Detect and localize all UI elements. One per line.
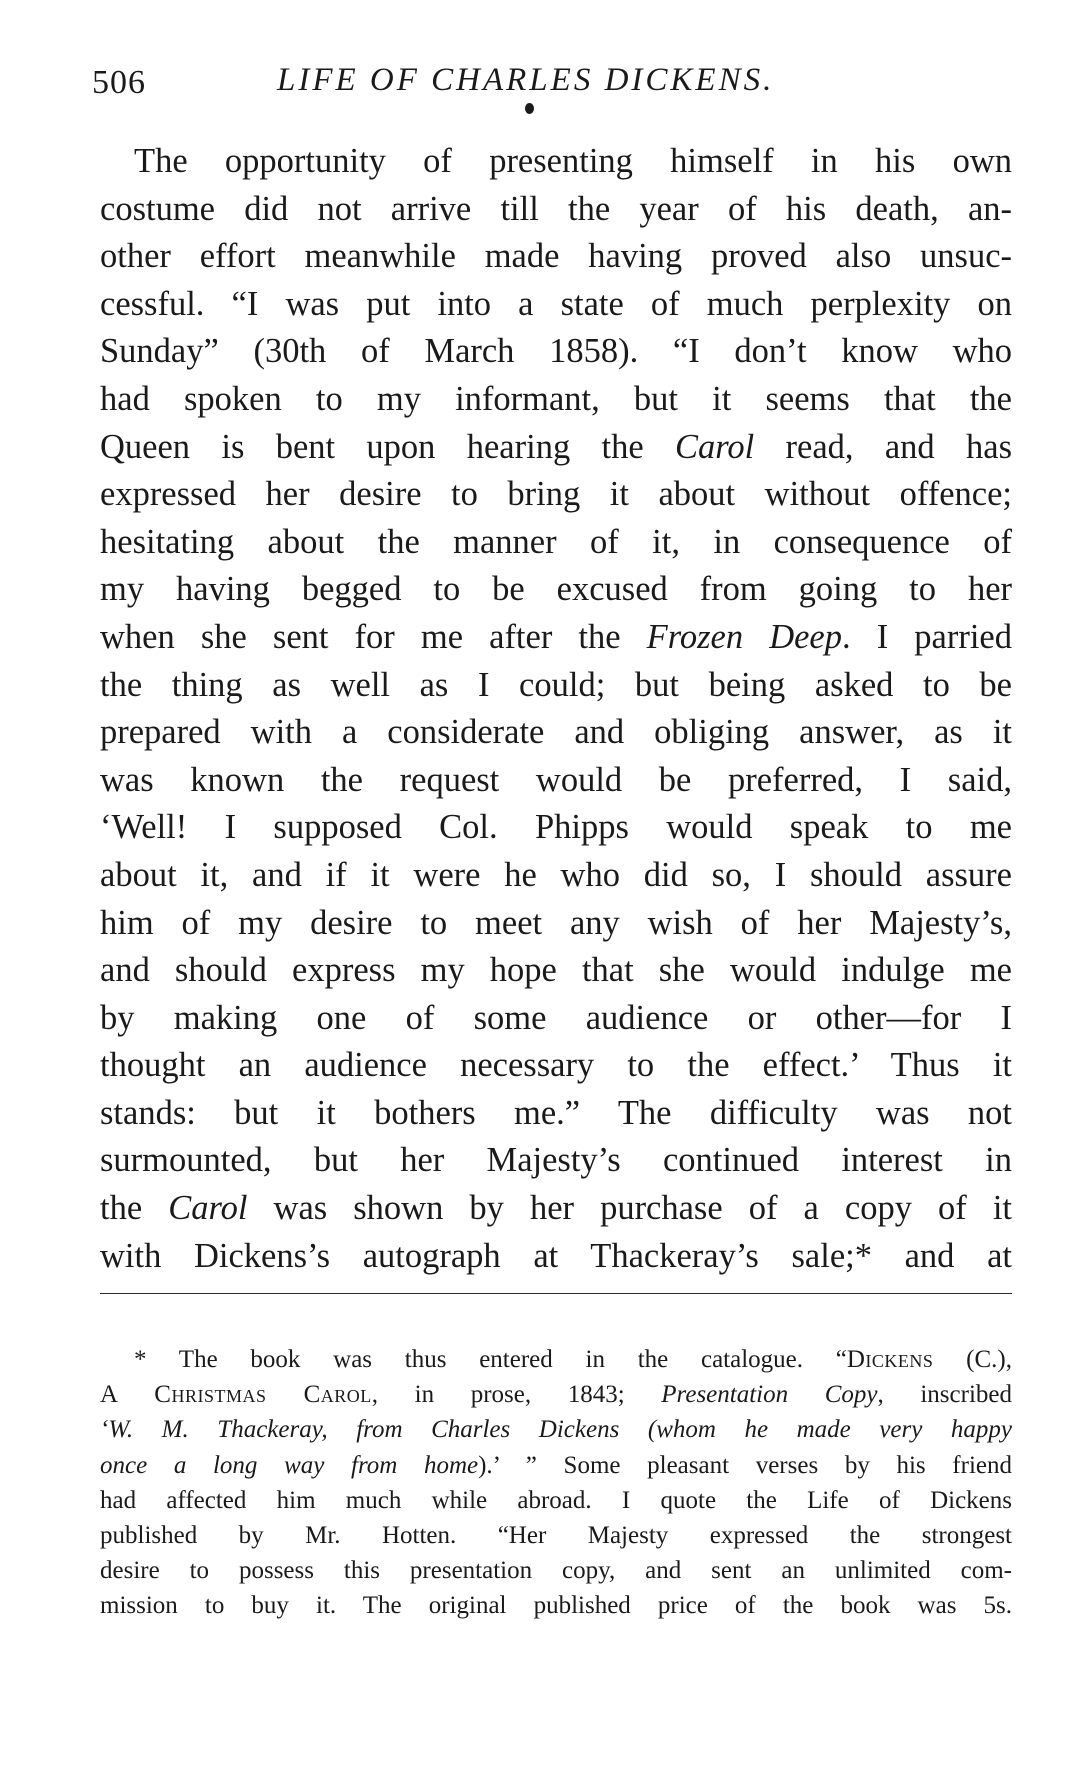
small-caps-text: A Christmas Carol <box>100 1381 372 1409</box>
header-ornament <box>525 103 534 114</box>
page-header <box>92 62 1022 112</box>
body-line: prepared with a considerate and obliging answer, as it <box>100 713 1012 752</box>
body-line: hesitating about the manner of it, in consequence of <box>100 522 1012 561</box>
footnote-line <box>100 1518 1012 1553</box>
footnote-line <box>100 1588 1012 1623</box>
body-line: about it, and if it were he who did so, I should assure <box>100 855 1012 894</box>
italic-title: Carol <box>674 427 755 466</box>
footnote-line <box>100 1483 1012 1518</box>
body-line: expressed her desire to bring it about without offence; <box>100 475 1012 514</box>
footnote-line <box>100 1342 1012 1377</box>
text-segment: Queen is bent upon hearing the <box>100 427 675 466</box>
body-line <box>100 424 1012 472</box>
body-line: surmounted, but her Majesty’s continued interest in <box>100 1141 1012 1180</box>
body-line: him of my desire to meet any wish of her Majesty’s, <box>100 903 1012 942</box>
italic-text: Presentation Copy <box>661 1381 878 1409</box>
italic-title: Frozen Deep <box>646 617 842 656</box>
body-line <box>100 614 1012 662</box>
page-number: 506 <box>92 64 146 101</box>
text-segment: published by Mr. Hotten. “Her Majesty expressed the strongest <box>100 1521 1012 1549</box>
body-line: costume did not arrive till the year of his death, an- <box>100 189 1012 228</box>
body-line: my having begged to be excused from going to her <box>100 570 1012 609</box>
body-line: had spoken to my informant, but it seems that the <box>100 379 1012 418</box>
text-segment: the <box>100 1189 169 1228</box>
footnote-line <box>100 1553 1012 1588</box>
text-segment: , inscribed <box>877 1381 1013 1409</box>
running-head: LIFE OF CHARLES DICKENS. <box>277 62 775 98</box>
footnote-line <box>100 1412 1012 1447</box>
text-segment: The book was thus entered in the catalogue. “ <box>146 1346 847 1373</box>
italic-text: once a long way from home <box>100 1451 479 1479</box>
body-line: The opportunity of presenting himself in his own <box>134 142 1012 180</box>
italic-text: ‘W. M. Thackeray, from Charles Dickens (whom he made very happy <box>100 1416 1012 1444</box>
text-segment: desire to possess this presentation copy, and sent an unlimited com- <box>100 1557 1012 1585</box>
text-segment: mission to buy it. The original published price of the book was 5s. <box>100 1592 1012 1620</box>
text-segment: had affected him much while abroad. I quote the Life of Dickens <box>100 1486 1012 1514</box>
text-segment: (C.), <box>933 1346 1013 1373</box>
footnote <box>100 1342 1012 1624</box>
text-segment: when she sent for me after the <box>100 617 647 656</box>
body-line: cessful. “I was put into a state of much perplexity on <box>100 284 1012 323</box>
footnote-line <box>100 1448 1012 1483</box>
text-segment: was shown by her purchase of a copy of it <box>247 1189 1012 1228</box>
text-segment: * <box>134 1346 147 1373</box>
small-caps-text: Dickens <box>846 1346 934 1373</box>
text-segment: . I parried <box>842 617 1012 656</box>
footnote-line <box>100 1377 1012 1412</box>
body-line: was known the request would be preferred, I said, <box>100 760 1012 799</box>
text-segment: read, and has <box>754 427 1012 466</box>
body-line <box>100 1185 1012 1233</box>
body-line: thought an audience necessary to the effect.’ Thus it <box>100 1046 1012 1085</box>
body-line: stands: but it bothers me.” The difficulty was not <box>100 1093 1012 1132</box>
body-line: by making one of some audience or other—for I <box>100 998 1012 1037</box>
body-line: ‘Well! I supposed Col. Phipps would speak to me <box>100 808 1012 847</box>
body-line: with Dickens’s autograph at Thackeray’s sale;* and at <box>100 1236 1012 1275</box>
body-line: other effort meanwhile made having proved also unsuc- <box>100 237 1012 276</box>
text-segment: ).’ ” Some pleasant verses by his friend <box>478 1451 1012 1479</box>
text-segment: , in prose, 1843; <box>371 1381 662 1409</box>
body-line: and should express my hope that she would indulge me <box>100 951 1012 990</box>
body-line: Sunday” (30th of March 1858). “I don’t know who <box>100 332 1012 371</box>
body-line: the thing as well as I could; but being asked to be <box>100 665 1012 704</box>
body-text <box>100 138 1012 1280</box>
italic-title: Carol <box>168 1189 248 1228</box>
footnote-rule <box>100 1293 1012 1294</box>
